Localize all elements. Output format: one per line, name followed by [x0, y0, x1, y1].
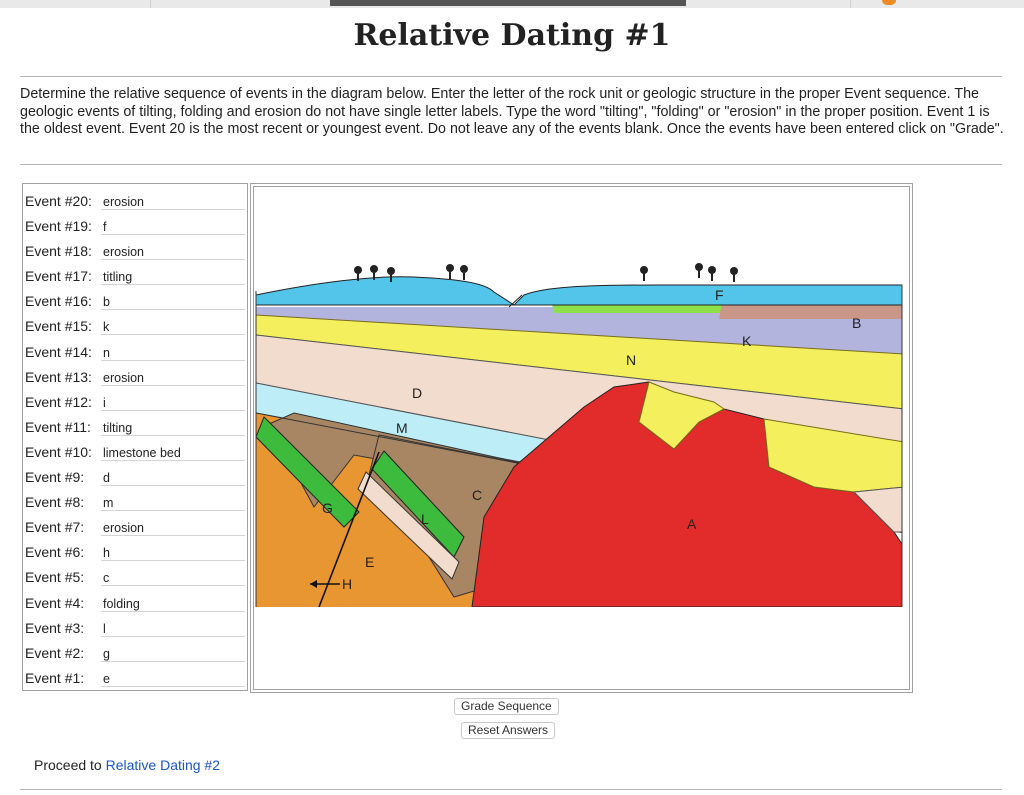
- label-a: A: [687, 516, 697, 532]
- diagram-panel: [253, 186, 910, 690]
- proceed-prefix: Proceed to: [34, 757, 102, 773]
- event-label: Event #16:: [25, 293, 92, 310]
- event-label: Event #1:: [25, 669, 85, 686]
- browser-extension-icon: [882, 0, 896, 5]
- event-row: [23, 389, 247, 414]
- event-label: Event #18:: [25, 243, 92, 260]
- event-input[interactable]: [101, 515, 245, 536]
- event-input[interactable]: [101, 314, 245, 335]
- geologic-cross-section-diagram: [254, 187, 909, 689]
- event-input[interactable]: [101, 591, 245, 612]
- label-d: D: [412, 385, 423, 401]
- event-input[interactable]: [101, 641, 245, 662]
- event-row: [23, 238, 247, 263]
- event-row: [23, 364, 247, 389]
- event-row: [23, 439, 247, 464]
- label-b: B: [852, 315, 862, 331]
- event-input[interactable]: [101, 365, 245, 386]
- divider: [20, 76, 1002, 77]
- event-label: Event #13:: [25, 368, 92, 385]
- divider: [20, 789, 1002, 790]
- event-row: [23, 263, 247, 288]
- event-input[interactable]: [101, 239, 245, 260]
- event-input[interactable]: [101, 340, 245, 361]
- event-input[interactable]: [101, 616, 245, 637]
- event-label: Event #17:: [25, 268, 92, 285]
- label-n: N: [626, 352, 637, 368]
- label-k: K: [742, 333, 752, 349]
- event-row: [23, 339, 247, 364]
- event-row: [23, 414, 247, 439]
- event-input[interactable]: [101, 440, 245, 461]
- cut-off-heading: [330, 0, 686, 6]
- event-row: [23, 464, 247, 489]
- event-label: Event #3:: [25, 619, 85, 636]
- event-label: Event #2:: [25, 644, 85, 661]
- grade-sequence-button[interactable]: Grade Sequence: [454, 698, 559, 715]
- event-input[interactable]: [101, 415, 245, 436]
- label-m: M: [396, 420, 408, 436]
- browser-tab-segment: [0, 0, 151, 8]
- event-row: [23, 213, 247, 238]
- event-row: [23, 489, 247, 514]
- event-label: Event #20:: [25, 193, 92, 209]
- event-label: Event #11:: [25, 418, 91, 435]
- event-row: [23, 640, 247, 665]
- event-label: Event #5:: [25, 569, 85, 586]
- label-e: E: [365, 554, 375, 570]
- label-c: C: [472, 487, 483, 503]
- event-row: [23, 188, 247, 213]
- event-input[interactable]: [101, 390, 245, 411]
- event-label: Event #9:: [25, 469, 85, 486]
- event-input[interactable]: [101, 666, 245, 687]
- instructions-text: Determine the relative sequence of events in the diagram below. Enter the letter of the rock unit or geologic structure in the proper Event sequence. The geologic events of tilting, folding and erosion do not have single letter labels. Type the word "tilting", "folding" or "erosion" in the proper position. Event 1 is the oldest event. Event 20 is the most recent or youngest event. Do not leave any of the events blank. Once the events have been entered click on "Grade".: [20, 86, 1004, 137]
- soil-f: [256, 277, 902, 305]
- event-row: [23, 288, 247, 313]
- event-row: [23, 564, 247, 589]
- label-g: G: [322, 500, 333, 516]
- event-label: Event #6:: [25, 544, 85, 561]
- event-sequence-form: [22, 183, 248, 691]
- event-label: Event #10:: [25, 443, 92, 460]
- event-row: [23, 665, 247, 690]
- event-input[interactable]: [101, 540, 245, 561]
- event-label: Event #4:: [25, 594, 85, 611]
- label-h: H: [342, 576, 353, 592]
- proceed-line: [34, 757, 220, 773]
- event-label: Event #19:: [25, 218, 92, 235]
- event-input[interactable]: [101, 214, 245, 235]
- event-label: Event #15:: [25, 318, 92, 335]
- reset-answers-button[interactable]: Reset Answers: [461, 722, 555, 739]
- event-row: [23, 313, 247, 338]
- event-label: Event #7:: [25, 519, 85, 536]
- divider: [20, 164, 1002, 165]
- event-label: Event #8:: [25, 494, 85, 511]
- label-f: F: [715, 287, 724, 303]
- event-input[interactable]: [101, 264, 245, 285]
- event-row: [23, 590, 247, 615]
- event-row: [23, 539, 247, 564]
- event-label: Event #14:: [25, 343, 92, 360]
- event-row: [23, 514, 247, 539]
- event-input[interactable]: [101, 565, 245, 586]
- event-input[interactable]: [101, 465, 245, 486]
- relative-dating-2-link[interactable]: Relative Dating #2: [105, 757, 221, 773]
- event-input[interactable]: [101, 289, 245, 310]
- event-input[interactable]: [101, 490, 245, 511]
- event-input[interactable]: [101, 189, 245, 210]
- event-row: [23, 615, 247, 640]
- event-label: Event #12:: [25, 393, 92, 410]
- label-l: L: [421, 511, 429, 527]
- page-title: Relative Dating #1: [353, 18, 671, 53]
